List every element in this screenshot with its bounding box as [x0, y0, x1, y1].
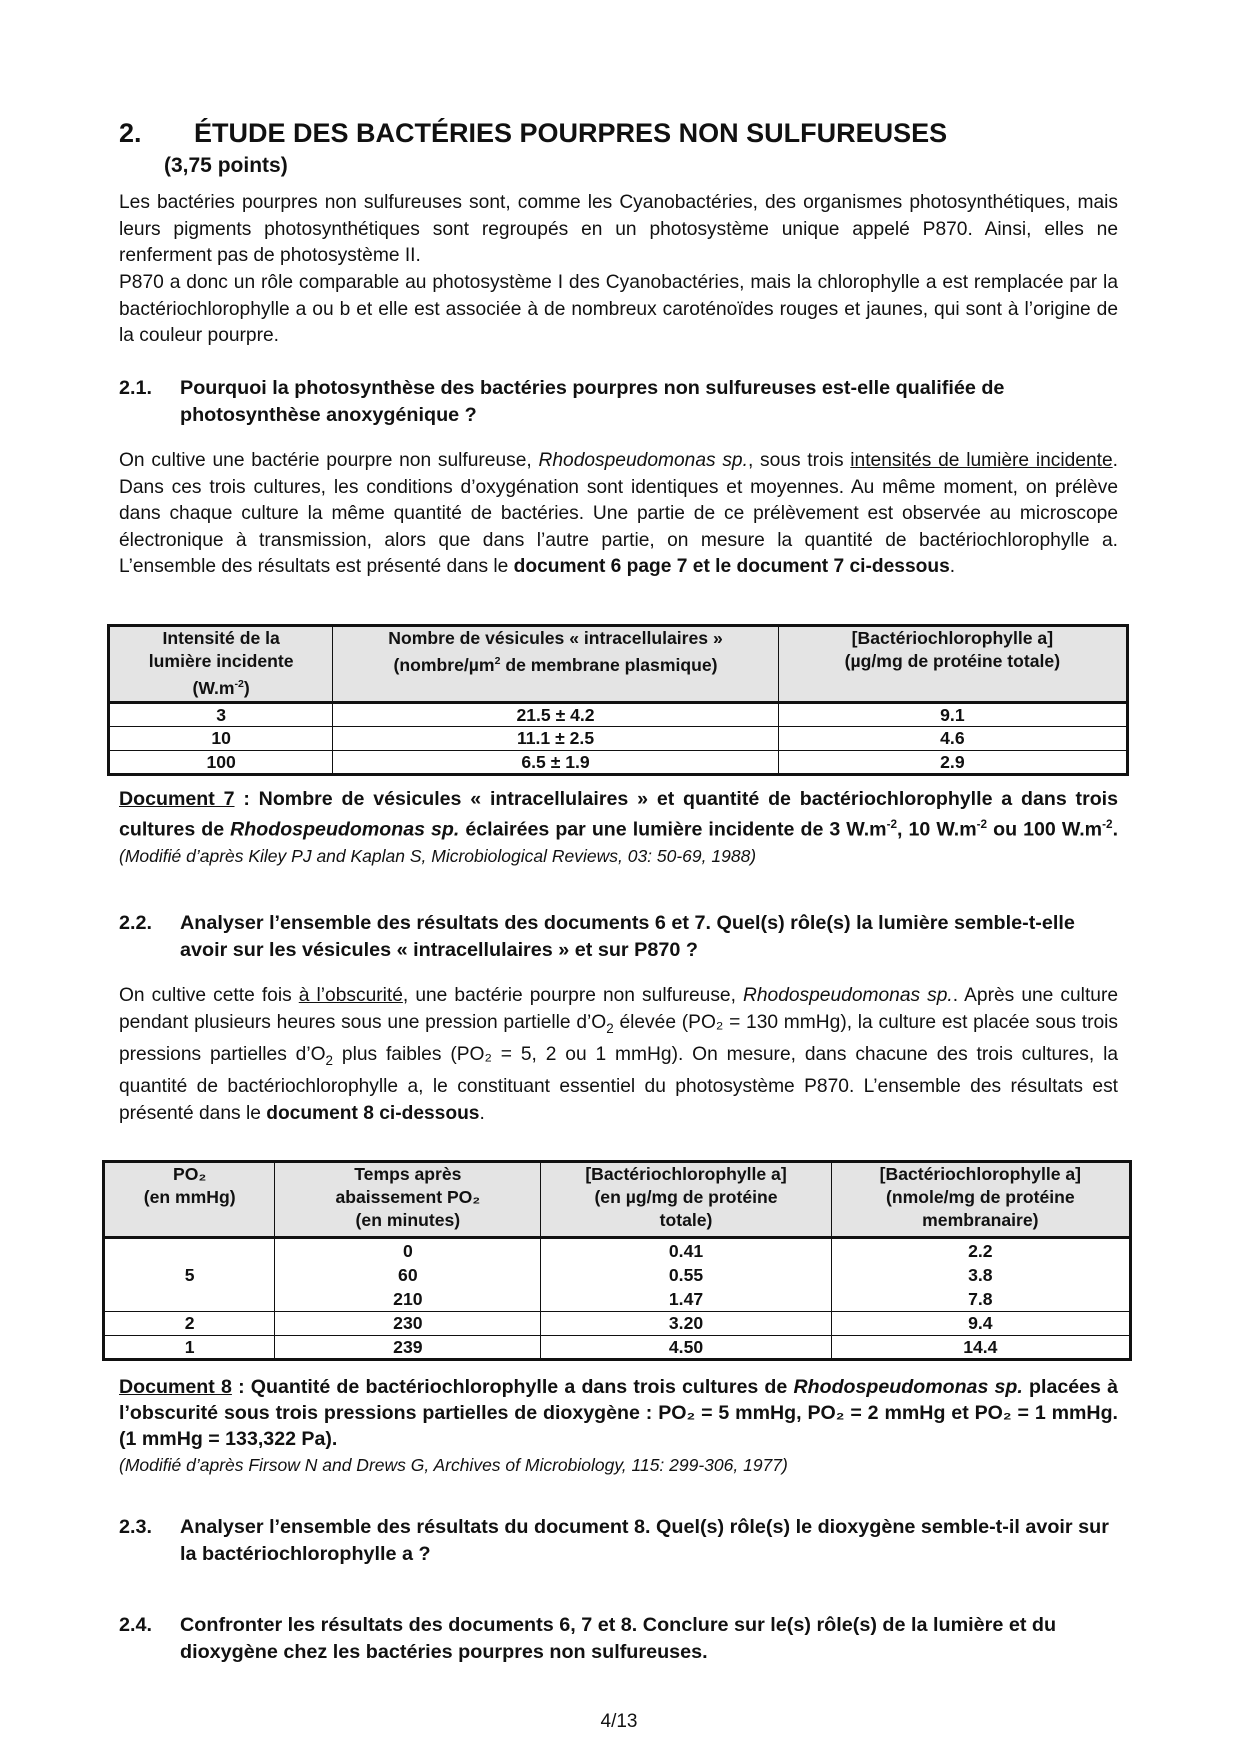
question-number: 2.2.: [119, 912, 152, 934]
paragraph-culture-light: [119, 448, 1118, 581]
question-text: Confronter les résultats des documents 6, 7 et 8. Conclure sur le(s) rôle(s) de la lumière et du dioxygène chez les bactéries pourpres non sulfureuses.: [180, 1614, 1057, 1663]
header-text: (W.m: [192, 677, 235, 698]
po2-value: PO₂ = 130 mmHg: [688, 1011, 841, 1033]
underlined-text: intensités de lumière incidente: [850, 450, 1113, 471]
species-name: Rhodospeudomonas sp.: [743, 985, 953, 1006]
question-number: 2.3.: [119, 1516, 152, 1538]
header-text: Intensité de la: [162, 628, 280, 648]
cell-po2: 1: [104, 1336, 275, 1360]
header-po2: [104, 1162, 275, 1238]
header-text: (nmole/mg de protéine: [886, 1187, 1075, 1207]
cell-ug: 0.41: [668, 1241, 704, 1261]
document-label: Document 7: [119, 788, 235, 810]
header-text: (en mmHg): [143, 1187, 236, 1207]
superscript: -2: [976, 818, 988, 831]
header-bchl-ug: [541, 1162, 831, 1238]
table-row: [109, 703, 1128, 727]
species-name: Rhodospeudomonas sp.: [230, 818, 460, 841]
table-row-group: [104, 1238, 1131, 1312]
document-8-caption: [119, 1374, 1118, 1452]
text-run: , sous trois: [747, 450, 851, 471]
header-text: abaissement PO₂: [335, 1187, 481, 1207]
table-row: [109, 751, 1128, 775]
underlined-text: à l’obscurité: [298, 985, 403, 1006]
cell-ug: 0.55: [668, 1265, 704, 1285]
table-document-7: [107, 624, 1129, 776]
po2-value: PO₂ = 5, 2 ou 1 mmHg: [456, 1043, 672, 1065]
cell-time: 239: [275, 1336, 541, 1360]
header-text: [Bactériochlorophylle a]: [879, 1164, 1082, 1184]
header-text: (µg/mg de protéine totale): [844, 651, 1061, 671]
intro-paragraph-1: Les bactéries pourpres non sulfureuses sont, comme les Cyanobactéries, des organismes photosynthétiques, mais leurs pigments photosynthétiques sont regroupés en un photosystème unique appelé P870. Ainsi, elles ne renferment pas de photosystème II.: [119, 192, 1118, 266]
cell-intensity: 10: [109, 727, 333, 751]
page-number: 4/13: [600, 1711, 638, 1732]
header-text: Nombre de vésicules « intracellulaires »: [388, 628, 723, 648]
text-run: élevée (: [613, 1011, 689, 1033]
species-name: Rhodospeudomonas sp.: [793, 1376, 1023, 1398]
header-text: (nombre/µm: [393, 654, 495, 675]
header-text: (en minutes): [355, 1210, 461, 1230]
text-run: .: [1112, 818, 1119, 841]
cell-bchl: 9.1: [778, 703, 1127, 727]
header-text: lumière incidente: [148, 651, 294, 671]
text-run: ). On mesure, dans chacune des trois cultures, la quantité de bactériochlorophylle a, le constituant essentiel du photosystème P870. L’ensemble des résultats est présenté dans le: [119, 1043, 1119, 1124]
question-number: 2.1.: [119, 377, 152, 399]
paragraph-culture-dark: [119, 983, 1118, 1127]
cell-nmole: 14.4: [963, 1336, 998, 1357]
header-sup: 2: [494, 655, 501, 667]
header-text: (en µg/mg de protéine: [594, 1187, 778, 1207]
table-row: [104, 1312, 1131, 1336]
cell-po2: 2: [104, 1312, 275, 1336]
section-number: 2.: [119, 118, 142, 148]
table-document-8: [102, 1160, 1132, 1361]
header-text: PO₂: [173, 1164, 207, 1184]
cell-po2: 5: [104, 1238, 275, 1312]
cell-vesicles: 6.5 ± 1.9: [333, 751, 778, 775]
question-2-4: [119, 1612, 1118, 1665]
header-text: ): [243, 677, 250, 698]
cell-ug: 3.20: [541, 1312, 831, 1336]
cell-time: 230: [275, 1312, 541, 1336]
text-run: , une bactérie pourpre non sulfureuse,: [402, 985, 743, 1006]
text-run: : Nombre de vésicules « intracellulaires » et quantité de bactériochlorophylle a dans trois cultures de: [119, 788, 1119, 841]
question-text: Analyser l’ensemble des résultats des documents 6 et 7. Quel(s) rôle(s) la lumière semble-t-elle avoir sur les vésicules « intracellulaires » et sur P870 ?: [180, 912, 1075, 961]
cell-time: 60: [398, 1265, 418, 1285]
text-run: .: [949, 556, 956, 577]
text-run: . Après une culture pendant plusieurs heures sous une pression partielle d’O: [119, 985, 1119, 1033]
text-run: On cultive une bactérie pourpre non sulfureuse,: [119, 450, 539, 471]
text-run: : Quantité de bactériochlorophylle a dans trois cultures de: [231, 1376, 794, 1398]
section-title-text: ÉTUDE DES BACTÉRIES POURPRES NON SULFUREUSES: [194, 118, 948, 148]
text-run: placées à l’obscurité sous trois pressions partielles de dioxygène : PO₂ = 5 mmHg, PO₂ = 2 mmHg et PO₂ = 1 mmHg. (1 mmHg = 133,322 Pa).: [119, 1376, 1119, 1450]
table-row: [104, 1336, 1131, 1360]
intro-paragraph-2: P870 a donc un rôle comparable au photosystème I des Cyanobactéries, mais la chlorophylle a est remplacée par la bactériochlorophylle a ou b et elle est associée à de nombreux caroténoïdes rouges et jaunes, qui sont à l’origine de la couleur pourpre.: [119, 272, 1118, 346]
text-run: . Dans ces trois cultures, les conditions d’oxygénation sont identiques et moyennes. Au même moment, on prélève dans chaque culture la même quantité de bactéries. Une partie de ce prélèvement est observée au microscope électronique à transmission, alors que dans l’autre partie, on mesure la quantité de bactériochlorophylle a. L’ensemble des résultats est présenté dans le: [119, 450, 1118, 577]
subscript: 2: [606, 1020, 614, 1036]
question-text: Pourquoi la photosynthèse des bactéries pourpres non sulfureuses est-elle qualifiée de photosynthèse anoxygénique ?: [180, 377, 1005, 426]
question-2-1: [119, 375, 1118, 428]
table-row: [109, 727, 1128, 751]
text-run: On cultive cette fois: [119, 985, 299, 1006]
document-label: Document 8: [119, 1376, 232, 1398]
text-run: plus faibles (: [333, 1043, 457, 1065]
cell-bchl: 4.6: [778, 727, 1127, 751]
header-vesicles: [333, 626, 778, 703]
cell-vesicles: 21.5 ± 4.2: [333, 703, 778, 727]
header-text: [Bactériochlorophylle a]: [851, 628, 1054, 648]
cell-time: 210: [393, 1289, 423, 1309]
section-title: [119, 118, 947, 149]
header-bchl-nmole: [831, 1162, 1130, 1238]
text-run: .: [479, 1102, 485, 1124]
header-text: totale): [659, 1210, 713, 1230]
text-run: ou 100 W.m: [987, 818, 1103, 841]
question-number: 2.4.: [119, 1614, 152, 1636]
superscript: -2: [1102, 818, 1113, 831]
question-2-2: [119, 910, 1118, 963]
header-text: membranaire): [922, 1210, 1039, 1230]
cell-ug-values: [541, 1238, 831, 1312]
cell-intensity: 100: [109, 751, 333, 775]
cell-vesicles: 11.1 ± 2.5: [333, 727, 778, 751]
question-text: Analyser l’ensemble des résultats du document 8. Quel(s) rôle(s) le dioxygène semble-t-il avoir sur la bactériochlorophylle a ?: [180, 1516, 1109, 1565]
species-name: Rhodospeudomonas sp.: [538, 450, 748, 471]
text-run: ), la culture est placée sous trois pressions partielles d’O: [119, 1011, 1118, 1065]
header-text: de membrane plasmique): [500, 654, 718, 675]
source-citation: (Modifié d’après Kiley PJ and Kaplan S, Microbiological Reviews, 03: 50-69, 1988): [119, 845, 757, 866]
document-reference: document 8 ci-dessous: [266, 1102, 480, 1124]
header-bchl: [778, 626, 1127, 703]
subscript: 2: [325, 1052, 334, 1068]
cell-nmole: 3.8: [968, 1265, 993, 1285]
text-run: , 10 W.m: [897, 818, 977, 841]
cell-bchl: 2.9: [940, 751, 965, 772]
cell-nmole: 2.2: [968, 1241, 993, 1261]
cell-nmole-values: [831, 1238, 1130, 1312]
cell-nmole: 7.8: [968, 1289, 993, 1309]
table-header-row: [109, 626, 1128, 703]
table-header-row: [104, 1162, 1131, 1238]
cell-intensity: 3: [109, 703, 333, 727]
superscript: -2: [886, 818, 898, 831]
question-2-3: [119, 1514, 1118, 1567]
document-reference: document 6 page 7 et le document 7 ci-dessous: [513, 556, 950, 577]
header-sup: -2: [234, 678, 244, 690]
header-time: [275, 1162, 541, 1238]
cell-ug: 1.47: [668, 1289, 704, 1309]
document-7-caption: [119, 786, 1118, 869]
header-text: [Bactériochlorophylle a]: [585, 1164, 787, 1184]
section-points: (3,75 points): [164, 154, 288, 177]
document-8-source: (Modifié d’après Firsow N and Drews G, Archives of Microbiology, 115: 299-306, 1977): [119, 1455, 788, 1475]
text-run: éclairées par une lumière incidente de 3 W.m: [459, 818, 887, 841]
header-text: Temps après: [354, 1164, 462, 1184]
header-intensity: [109, 626, 333, 703]
cell-times: [275, 1238, 541, 1312]
cell-ug: 4.50: [541, 1336, 831, 1360]
cell-nmole: 9.4: [831, 1312, 1130, 1336]
cell-time: 0: [402, 1241, 413, 1261]
